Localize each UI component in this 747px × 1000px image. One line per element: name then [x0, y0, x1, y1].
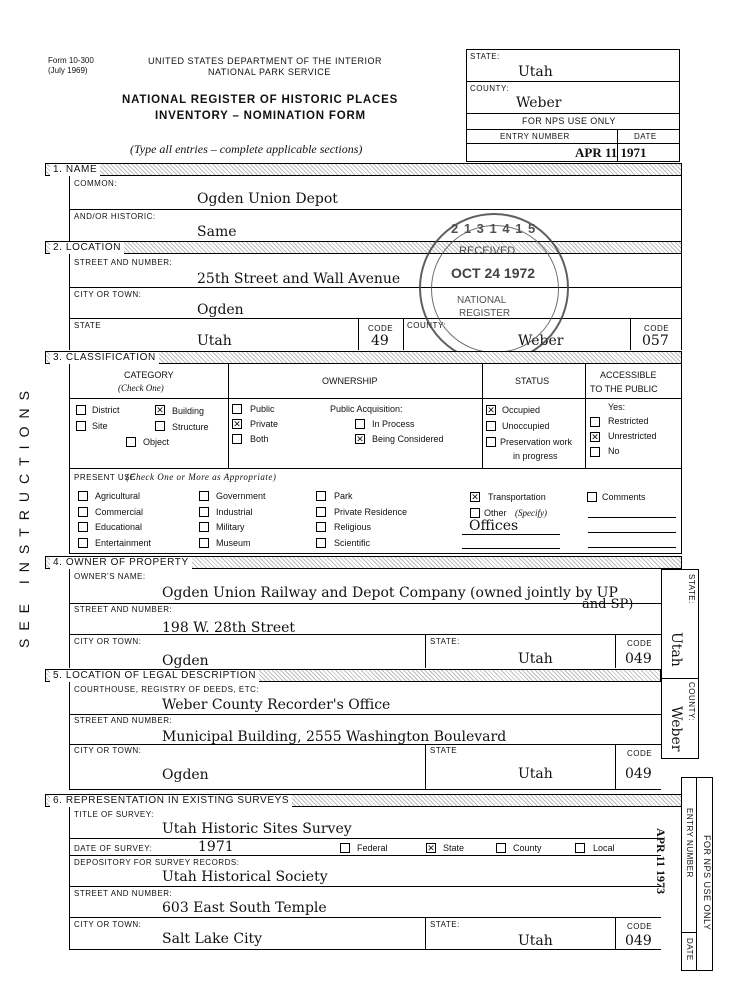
survey-federal-label: Federal — [357, 843, 388, 853]
use-educational-checkbox[interactable] — [78, 522, 88, 532]
survey-street-label: STREET AND NUMBER: — [74, 889, 173, 898]
use-private-residence-checkbox[interactable] — [316, 507, 326, 517]
legal-code: 049 — [625, 766, 652, 782]
survey-title-label: TITLE OF SURVEY: — [74, 810, 154, 819]
ownership-public-checkbox[interactable] — [232, 404, 242, 414]
use-other-value: Offices — [469, 518, 519, 534]
category-header: CATEGORY — [124, 370, 174, 380]
survey-code: 049 — [625, 933, 652, 949]
side-county-value: Weber — [668, 706, 684, 752]
depository: Utah Historical Society — [162, 869, 328, 885]
section-4-box — [69, 569, 661, 668]
ownership-header: OWNERSHIP — [322, 376, 378, 386]
owner-street-label: STREET AND NUMBER: — [74, 605, 173, 614]
status-header: STATUS — [515, 376, 550, 386]
location-state-label: STATE — [74, 321, 102, 330]
location-city-label: CITY OR TOWN: — [74, 290, 142, 299]
acquisition-being-considered-checkbox[interactable]: ✕ — [356, 434, 364, 444]
top-state-value: Utah — [518, 64, 553, 80]
side-date-stamp: APR 11 1973 — [654, 828, 668, 894]
stamp-line2: REGISTER — [459, 308, 511, 319]
category-object-label: Object — [143, 437, 170, 447]
section-2-header: 2. LOCATION — [45, 241, 682, 254]
category-site-checkbox[interactable] — [76, 421, 86, 431]
acquisition-in-process-checkbox[interactable] — [355, 419, 365, 429]
common-name: Ogden Union Depot — [197, 191, 338, 207]
location-code-label: CODE — [368, 324, 394, 333]
legal-city-label: CITY OR TOWN: — [74, 746, 142, 755]
survey-date: 1971 — [198, 839, 234, 855]
section-4-header: 4. OWNER OF PROPERTY — [45, 556, 682, 569]
access-restricted-label: Restricted — [608, 416, 649, 426]
section-1-header: 1. NAME — [45, 163, 682, 176]
top-date-label: DATE — [634, 132, 657, 141]
form-instructions: (Type all entries – complete applicable sections) — [130, 142, 363, 156]
top-entry-label: ENTRY NUMBER — [500, 132, 570, 141]
location-county-label: COUNTY: — [407, 321, 447, 330]
top-nps-use: FOR NPS USE ONLY — [522, 116, 616, 126]
location-street: 25th Street and Wall Avenue — [197, 271, 401, 287]
historic-name: Same — [197, 224, 237, 240]
survey-state: Utah — [518, 933, 553, 949]
legal-code-label: CODE — [627, 749, 653, 758]
category-building-checkbox[interactable]: ✕ — [156, 405, 164, 415]
use-park-label: Park — [334, 491, 353, 501]
survey-local-label: Local — [593, 843, 615, 853]
survey-county-label: County — [513, 843, 542, 853]
use-park-checkbox[interactable] — [316, 491, 326, 501]
stamp-numbers: 2 1 3 1 4 1 5 — [451, 221, 537, 236]
stamp-received: RECEIVED — [459, 245, 516, 257]
acquisition-being-considered-label: Being Considered — [372, 434, 444, 444]
location-state: Utah — [197, 333, 232, 349]
location-county-code-label: CODE — [644, 324, 670, 333]
owner-state-label: STATE: — [430, 637, 460, 646]
survey-street: 603 East South Temple — [162, 900, 327, 916]
location-county-code: 057 — [642, 333, 669, 349]
survey-city-label: CITY OR TOWN: — [74, 920, 142, 929]
use-government-checkbox[interactable] — [199, 491, 209, 501]
status-unoccupied-label: Unoccupied — [502, 421, 550, 431]
stamp-line1: NATIONAL — [457, 295, 507, 306]
use-comments-label: Comments — [602, 492, 646, 502]
survey-code-label: CODE — [627, 922, 653, 931]
owner-city-label: CITY OR TOWN: — [74, 637, 142, 646]
ownership-public-label: Public — [250, 404, 275, 414]
survey-county-checkbox[interactable] — [496, 843, 506, 853]
survey-date-label: DATE OF SURVEY: — [74, 844, 153, 853]
use-other-checkbox[interactable] — [470, 508, 480, 518]
top-date-stamp: APR 11 1971 — [575, 145, 647, 160]
section-6-box — [69, 807, 661, 950]
use-transportation-checkbox[interactable]: ✕ — [471, 492, 479, 502]
category-structure-checkbox[interactable] — [155, 421, 165, 431]
legal-street: Municipal Building, 2555 Washington Boulevard — [162, 729, 507, 745]
legal-state: Utah — [518, 766, 553, 782]
use-transportation-label: Transportation — [488, 492, 546, 502]
depository-label: DEPOSITORY FOR SURVEY RECORDS: — [74, 858, 240, 867]
top-state-label: STATE: — [470, 52, 500, 61]
form-title-line1: NATIONAL REGISTER OF HISTORIC PLACES — [122, 94, 399, 106]
location-county: Weber — [518, 333, 564, 349]
category-district-checkbox[interactable] — [76, 405, 86, 415]
use-religious-checkbox[interactable] — [316, 522, 326, 532]
survey-title: Utah Historic Sites Survey — [162, 821, 352, 837]
department: UNITED STATES DEPARTMENT OF THE INTERIOR — [148, 56, 383, 66]
category-subheader: (Check One) — [118, 383, 164, 393]
section-3-header: 3. CLASSIFICATION — [45, 351, 682, 364]
use-military-checkbox[interactable] — [199, 522, 209, 532]
use-educational-label: Educational — [95, 522, 143, 532]
side-state-label: STATE: — [687, 574, 696, 604]
owner-name-label: OWNER'S NAME: — [74, 572, 146, 581]
form-date: (July 1969) — [48, 66, 88, 75]
use-scientific-label: Scientific — [334, 538, 371, 548]
historic-label: AND/OR HISTORIC: — [74, 212, 156, 221]
section-6-header: 6. REPRESENTATION IN EXISTING SURVEYS — [45, 794, 682, 807]
courthouse-label: COURTHOUSE, REGISTRY OF DEEDS, ETC: — [74, 685, 260, 694]
access-header-2: TO THE PUBLIC — [590, 384, 658, 394]
access-no-label: No — [608, 446, 620, 456]
service: NATIONAL PARK SERVICE — [208, 67, 331, 77]
survey-city: Salt Lake City — [162, 931, 263, 947]
access-unrestricted-label: Unrestricted — [608, 431, 657, 441]
acquisition-in-process-label: In Process — [372, 419, 415, 429]
use-comments-checkbox[interactable] — [587, 492, 597, 502]
public-acquisition-label: Public Acquisition: — [330, 404, 403, 414]
use-museum-label: Museum — [216, 538, 251, 548]
owner-code: 049 — [625, 651, 652, 667]
access-yes-label: Yes: — [608, 402, 626, 412]
survey-local-checkbox[interactable] — [575, 843, 585, 853]
use-scientific-checkbox[interactable] — [316, 538, 326, 548]
use-entertainment-checkbox[interactable] — [78, 538, 88, 548]
legal-street-label: STREET AND NUMBER: — [74, 716, 173, 725]
owner-name: Ogden Union Railway and Depot Company (owned jointly by UP — [162, 585, 618, 601]
side-date-label: DATE — [685, 938, 694, 961]
present-use-label: PRESENT USE — [74, 473, 136, 482]
use-commercial-checkbox[interactable] — [78, 507, 88, 517]
courthouse: Weber County Recorder's Office — [162, 697, 391, 713]
category-structure-label: Structure — [172, 422, 209, 432]
status-preservation-label: Preservation work — [500, 437, 573, 447]
status-unoccupied-checkbox[interactable] — [486, 421, 496, 431]
use-industrial-label: Industrial — [216, 507, 253, 517]
side-county-label: COUNTY: — [687, 682, 696, 722]
side-entry-label: ENTRY NUMBER — [685, 808, 694, 878]
top-county-value: Weber — [516, 95, 562, 111]
access-unrestricted-checkbox[interactable]: ✕ — [591, 432, 599, 442]
survey-federal-checkbox[interactable] — [340, 843, 350, 853]
use-religious-label: Religious — [334, 522, 372, 532]
see-instructions-label: SEE INSTRUCTIONS — [16, 383, 32, 648]
access-header-1: ACCESSIBLE — [600, 370, 657, 380]
owner-street: 198 W. 28th Street — [162, 620, 296, 636]
use-military-label: Military — [216, 522, 245, 532]
use-museum-checkbox[interactable] — [199, 538, 209, 548]
side-nps-use: FOR NPS USE ONLY — [702, 835, 712, 931]
status-in-progress-label: in progress — [513, 451, 558, 461]
side-state-value: Utah — [668, 632, 684, 667]
survey-state-label: State — [443, 843, 465, 853]
present-use-sub: (Check One or More as Appropriate) — [126, 472, 277, 482]
ownership-private-label: Private — [250, 419, 279, 429]
top-county-label: COUNTY: — [470, 84, 510, 93]
category-site-label: Site — [92, 421, 108, 431]
owner-code-label: CODE — [627, 639, 653, 648]
form-title-line2: INVENTORY – NOMINATION FORM — [155, 110, 366, 122]
category-object-checkbox[interactable] — [126, 437, 136, 447]
use-commercial-label: Commercial — [95, 507, 144, 517]
use-industrial-checkbox[interactable] — [199, 507, 209, 517]
use-agricultural-label: Agricultural — [95, 491, 141, 501]
form-number: Form 10-300 — [48, 56, 94, 65]
category-district-label: District — [92, 405, 120, 415]
received-stamp — [419, 213, 569, 363]
legal-city: Ogden — [162, 767, 209, 783]
legal-state-label: STATE — [430, 746, 458, 755]
top-id-box — [466, 49, 680, 162]
ownership-both-checkbox[interactable] — [232, 434, 242, 444]
use-other-specify-label: (Specify) — [515, 508, 547, 518]
owner-name-continued: and SP) — [582, 597, 634, 612]
section-5-header: 5. LOCATION OF LEGAL DESCRIPTION — [45, 669, 661, 682]
status-preservation-checkbox[interactable] — [486, 437, 496, 447]
ownership-private-checkbox[interactable]: ✕ — [233, 419, 241, 429]
location-state-code: 49 — [371, 333, 389, 349]
stamp-date: OCT 24 1972 — [451, 265, 536, 281]
ownership-both-label: Both — [250, 434, 269, 444]
access-no-checkbox[interactable] — [590, 447, 600, 457]
owner-city: Ogden — [162, 653, 209, 669]
use-entertainment-label: Entertainment — [95, 538, 152, 548]
location-street-label: STREET AND NUMBER: — [74, 258, 173, 267]
use-other-label: Other — [484, 508, 507, 518]
survey-state-checkbox[interactable]: ✕ — [427, 843, 435, 853]
survey-state-label: STATE: — [430, 920, 460, 929]
access-restricted-checkbox[interactable] — [590, 417, 600, 427]
location-city: Ogden — [197, 302, 244, 318]
use-private-residence-label: Private Residence — [334, 507, 408, 517]
status-occupied-checkbox[interactable]: ✕ — [487, 405, 495, 415]
use-government-label: Government — [216, 491, 266, 501]
status-occupied-label: Occupied — [502, 405, 541, 415]
use-agricultural-checkbox[interactable] — [78, 491, 88, 501]
common-label: COMMON: — [74, 179, 118, 188]
category-building-label: Building — [172, 406, 205, 416]
owner-state: Utah — [518, 651, 553, 667]
